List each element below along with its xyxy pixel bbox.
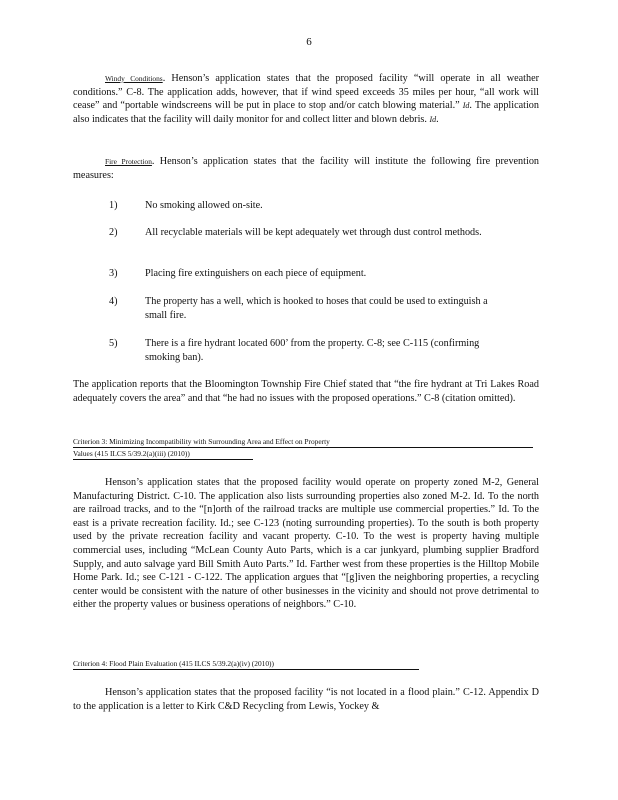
fire-protection-heading: Fire Protection [105, 157, 152, 166]
heading-underline [73, 447, 533, 448]
page-number: 6 [306, 36, 312, 48]
windy-conditions-heading: Windy Conditions [105, 74, 163, 83]
criterion-3-paragraph: Henson’s application states that the proposed facility would operate on property zoned M-2, General Manufacturing District. C-10. The application also lists surrounding properties also zoned M-2. Id. To the north are railroad tracks, and to the “[n]orth of the railroad tracks are multiple use commercial properties.” Id. To the east is a private recreation facility. Id.; see C-123 (noting surrounding properties). To the south is both property used by the private recreation facility and vacant property. C-10. To the west is property having multiple commercial uses, including “McLean County Auto Parts, which is a car junkyard, plumbing supplier Bradford Supply, and auto salvage yard Bill Smith Auto Parts.” Id. Farther west from these properties is the Hilltop Mobile Home Park. Id.; see C-121 - C-122. The application argues that “[g]iven the neighboring properties, a recycling center would be consistent with the nature of other businesses in the vicinity and should not prove detrimental to either the property values or business operations of neighbors.” C-10. [73, 477, 539, 611]
criterion-3-heading: Criterion 3: Minimizing Incompatibility with Surrounding Area and Effect on Property Values (415 ILCS 5/39.2(a)(iii) (2010)) [73, 437, 330, 458]
criterion-4-paragraph: Henson’s application states that the proposed facility “is not located in a flood plain.” C-12. Appendix D to the application is a letter to Kirk C&D Recycling from Lewis, Yockey & [73, 687, 539, 712]
criterion-4-heading: Criterion 4: Flood Plain Evaluation (415 ILCS 5/39.2(a)(iv) (2010)) [73, 659, 274, 668]
heading-underline [73, 459, 253, 460]
fire-chief-paragraph: The application reports that the Bloomington Township Fire Chief stated that “the fire hydrant at Tri Lakes Road adequately covers the area” and that “he had no issues with the proposed operations.” C-8 (citation omitted). [73, 379, 539, 404]
windy-conditions-paragraph: Windy Conditions. Henson’s application states that the proposed facility “will operate in all weather conditions.” C-8. The application adds, however, that if wind speed exceeds 35 miles per hour, “all work will cease” and “portable windscreens will be put in place to stop and/or catch blowing material.” Id. The application also indicates that the facility will daily monitor for and collect litter and blown debris. Id. [73, 73, 540, 125]
fire-protection-paragraph: Fire Protection. Henson’s application states that the facility will institute the following fire prevention measures: [73, 156, 540, 181]
heading-underline [73, 669, 419, 670]
document-page: 6 Windy Conditions. Henson’s application states that the proposed facility “will operate in all weather conditions.” C-8. The application adds, however, that if wind speed exceeds 35 miles per hour, “all work will cease” and “portable windscreens will be put in place to stop and/or catch blowing material.” Id. The application also indicates that the facility will daily monitor for and collect litter and blown debris. Id. Fire Protection. Henson’s application states that the facility will institute the following fire prevention measures: 1) No smoking allowed on-site. 2) All recyclable materials will be kept adequately wet through dust control methods. 3) Placing fire extinguishers on each piece of equipment. 4) The property has a well, which is hooked to hoses that could be used to extinguish a small fire. 5) There is a fire hydrant located 600’ from the property. C-8; see C-115 (confirming smoking ban). The application reports that the Bloomington Township Fire Chief stated that “the fire hydrant at Tri Lakes Road adequately covers the area” and that “he had no issues with the proposed operations.” C-8 (citation omitted). Criterion 3: Minimizing Incompatibility with Surrounding Area and Effect on Property Values (415 ILCS 5/39.2(a)(iii) (2010)) Henson’s application states that the proposed facility would operate on property zoned M-2, General Manufacturing District. C-10. The application also lists surrounding properties also zoned M-2. Id. To the north are railroad tracks, and to the “[n]orth of the railroad tracks are multiple use commercial properties.” Id. To the east is a private recreation facility. Id.; see C-123 (noting surrounding properties). To the south is both property used by the private recreation facility and vacant property. C-10. To the west is property having multiple commercial uses, including “McLean County Auto Parts, which is a car junkyard, plumbing supplier Bradford Supply, and auto salvage yard Bill Smith Auto Parts.” Id. Farther west from these properties is the Hilltop Mobile Home Park. Id.; see C-121 - C-122. The application argues that “[g]iven the neighboring properties, a recycling center would be consistent with the nature of other businesses in the vicinity and should not prove detrimental to either the property values or business operations of neighbors.” C-10. Criterion 4: Flood Plain Evaluation (415 ILCS 5/39.2(a)(iv) (2010)) Henson’s application states that the proposed facility “is not located in a flood plain.” C-12. Appendix D to the application is a letter to Kirk C&D Recycling from Lewis, Yockey & [0, 0, 618, 800]
